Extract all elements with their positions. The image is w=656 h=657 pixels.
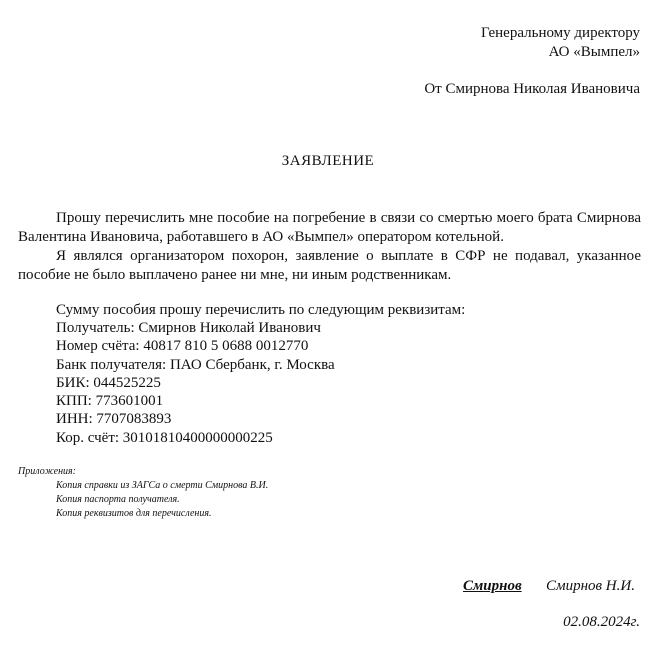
requisites-recipient: Получатель: Смирнов Николай Иванович — [56, 320, 321, 336]
requisites-bik: БИК: 044525225 — [56, 375, 161, 391]
sender-line: От Смирнова Николая Ивановича — [424, 81, 640, 97]
requisites-corr-account: Кор. счёт: 30101810400000000225 — [56, 430, 273, 446]
requisites-inn: ИНН: 7707083893 — [56, 411, 172, 427]
document-title: ЗАЯВЛЕНИЕ — [281, 153, 375, 169]
attachment-item: Копия справки из ЗАГСа о смерти Смирнова В.И. — [56, 480, 269, 491]
recipient-title: Генеральному директору — [480, 25, 640, 41]
document-date: 02.08.2024г. — [563, 614, 640, 630]
signature-mark: Смирнов — [463, 578, 522, 594]
attachment-item: Копия реквизитов для перечисления. — [56, 508, 212, 519]
body-paragraph-2: Я являлся организатором похорон, заявление о выплате в СФР не подавал, указанное пособие не было выплачено ранее ни мне, ни иным родственникам. — [18, 248, 641, 283]
requisites-kpp: КПП: 773601001 — [56, 393, 164, 409]
requisites-account: Номер счёта: 40817 810 5 0688 0012770 — [56, 338, 309, 354]
recipient-company: АО «Вымпел» — [548, 44, 640, 60]
attachment-item: Копия паспорта получателя. — [56, 494, 180, 505]
requisites-intro: Сумму пособия прошу перечислить по следующим реквизитам: — [56, 302, 466, 318]
attachments-label: Приложения: — [18, 466, 77, 477]
body-paragraph-1: Прошу перечислить мне пособие на погребение в связи со смертью моего брата Смирнова Валентина Ивановича, работавшего в АО «Вымпел» оператором котельной. — [18, 210, 641, 245]
signer-name: Смирнов Н.И. — [546, 578, 635, 594]
requisites-bank: Банк получателя: ПАО Сбербанк, г. Москва — [56, 357, 335, 373]
